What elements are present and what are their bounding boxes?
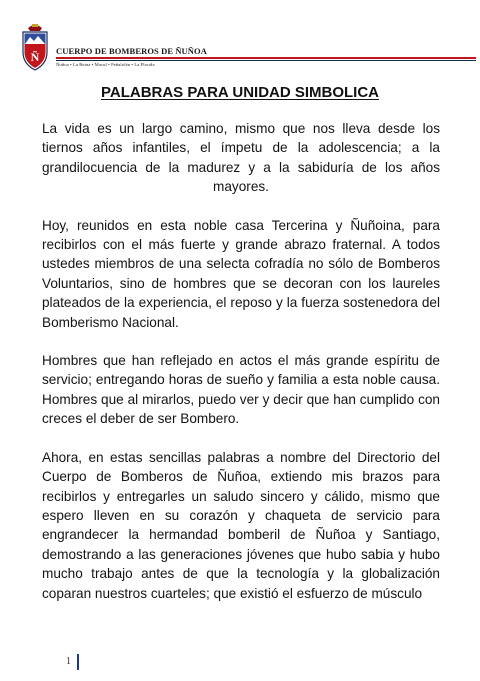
document-body: [42, 119, 440, 622]
crest-letter: Ñ: [30, 50, 40, 64]
letterhead-rule-red: [56, 57, 476, 59]
letterhead: [20, 22, 460, 82]
paragraph-3: Hombres que han reflejado en actos el más grande espíritu de servicio; entregando horas de sueño y familia a esta noble causa. Hombres que al mirarlos, puedo ver y decir que han cumplido con creces el deber de ser Bombero.: [42, 353, 440, 427]
page-number: 1: [66, 656, 71, 667]
letterhead-rule-navy: [56, 60, 476, 61]
organization-name: CUERPO DE BOMBEROS DE ÑUÑOA: [56, 46, 207, 56]
document-title: PALABRAS PARA UNIDAD SIMBOLICA: [100, 84, 380, 101]
footer-bar: [77, 654, 79, 670]
paragraph-4: Ahora, en estas sencillas palabras a nombre del Directorio del Cuerpo de Bomberos de Ñuñoa, extiendo mis brazos para recibirlos y entregarles un saludo sincero y cálido, mismo que espero lleven en su corazón y chaqueta de servicio para engrandecer la hermandad bomberil de Ñuñoa y Santiago, demostrando a las generaciones jóvenes que hubo sabia y hubo mucho trabajo antes de que la tecnología y la globalización coparan nuestros cuarteles; que existió el esfuerzo de músculo: [42, 449, 440, 601]
fire-department-crest-icon: [20, 22, 50, 72]
paragraph-1: La vida es un largo camino, mismo que nos lleva desde los tiernos años infantiles, el ímpetu de la adolescencia; a la grandilocuencia de la madurez y a la sabiduría de los años mayores.: [42, 121, 440, 195]
paragraph-2: Hoy, reunidos en esta noble casa Tercerina y Ñuñoina, para recibirlos con el más fuerte y grande abrazo fraternal. A todos ustedes miembros de una selecta cofradía no sólo de Bomberos Voluntarios, sino de hombres que se decoran con los laureles plateados de la experiencia, el reposo y la fuerza sostenedora del Bomberismo Nacional.: [42, 217, 440, 330]
organization-communes: Ñuñoa • La Reina • Macul • Peñalolén • La Florida: [56, 62, 155, 67]
